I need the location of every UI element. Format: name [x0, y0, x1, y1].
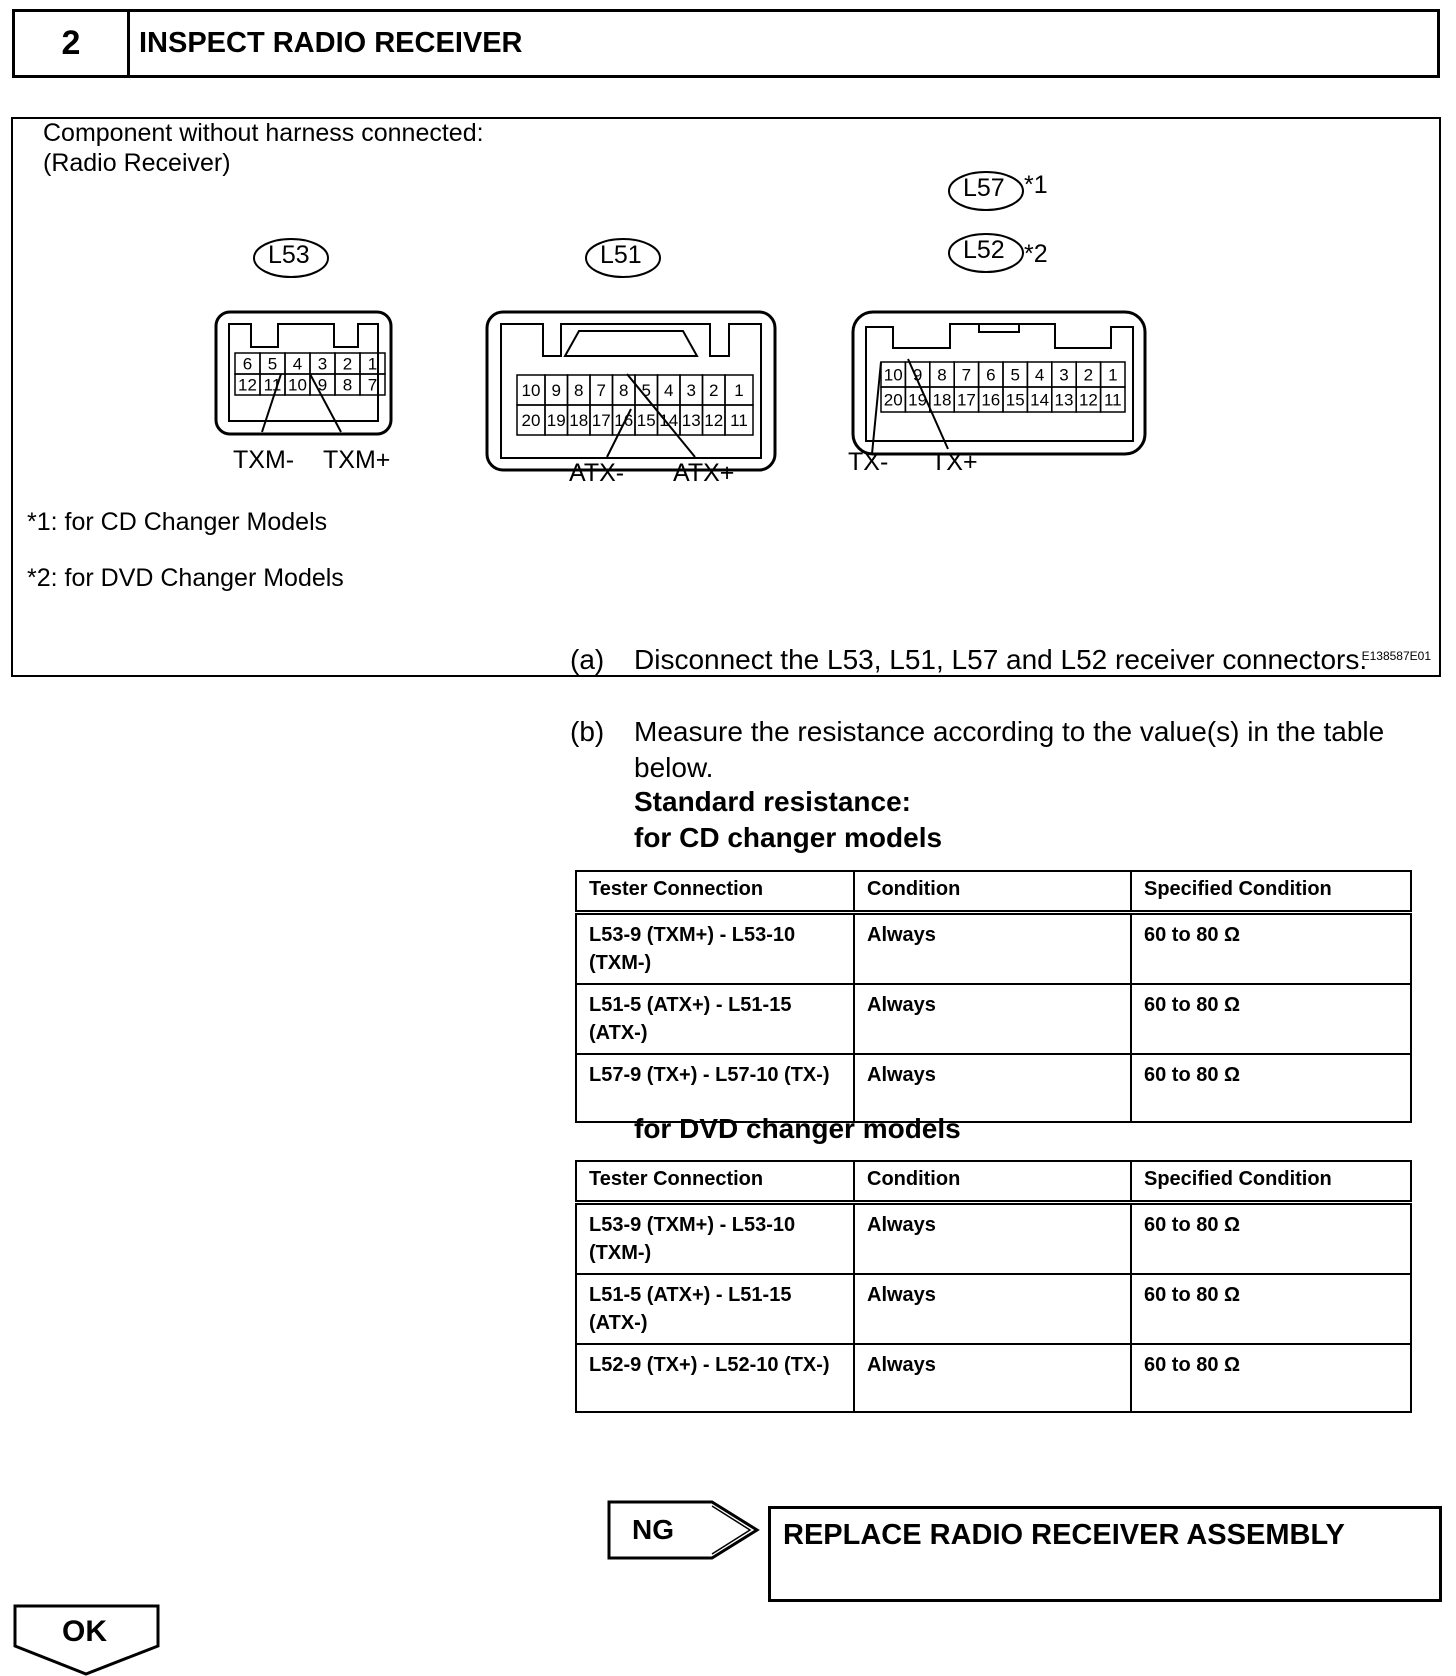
ng-result-box — [768, 1506, 1442, 1602]
signal-tx-neg: TX- — [848, 448, 889, 476]
pin-number: 17 — [591, 411, 611, 430]
header-specified-condition: Specified Condition — [1131, 871, 1411, 913]
pin-number: 8 — [574, 381, 584, 400]
pin-number: 19 — [908, 390, 928, 410]
image-code: E138587E01 — [1361, 649, 1431, 663]
pin-number: 8 — [937, 365, 947, 385]
connector-figure — [11, 117, 1441, 677]
step-title: INSPECT RADIO RECEIVER — [139, 27, 523, 59]
pin-number: 17 — [956, 390, 976, 410]
figure-caption-line2: (Radio Receiver) — [43, 149, 231, 177]
cd-changer-heading: for CD changer models — [634, 822, 943, 853]
signal-atx-pos: ATX+ — [673, 459, 735, 487]
cell-specified: 60 to 80 Ω — [1131, 1344, 1411, 1412]
cell-specified: 60 to 80 Ω — [1131, 1203, 1411, 1275]
pin-number: 18 — [932, 390, 952, 410]
cell-condition: Always — [854, 1203, 1131, 1275]
table-row — [576, 913, 1411, 985]
cell-tester: L53-9 (TXM+) - L53-10 (TXM-) — [576, 1203, 854, 1275]
pin-number: 6 — [242, 354, 253, 374]
header-tester-connection: Tester Connection — [576, 871, 854, 913]
pin-number: 3 — [686, 381, 696, 400]
table-row — [576, 984, 1411, 1054]
pin-number: 10 — [288, 375, 307, 395]
cell-condition: Always — [854, 913, 1131, 985]
table-row — [576, 1344, 1411, 1412]
pin-number: 4 — [292, 354, 303, 374]
label-l51: L51 — [600, 241, 642, 269]
pin-number: 15 — [1005, 390, 1025, 410]
table-row — [576, 1054, 1411, 1122]
note-cd-changer: *1: for CD Changer Models — [27, 508, 328, 536]
pin-number: 1 — [367, 354, 378, 374]
pin-number: 18 — [569, 411, 589, 430]
pin-number: 20 — [521, 411, 541, 430]
table-header-row — [576, 871, 1411, 913]
pin-number: 5 — [641, 381, 651, 400]
pin-number: 2 — [1083, 365, 1094, 385]
cd-changer-table — [575, 870, 1412, 1123]
pin-number: 4 — [1034, 365, 1045, 385]
pin-number: 8 — [342, 375, 353, 395]
pin-number: 13 — [681, 411, 701, 430]
cell-tester: L53-9 (TXM+) - L53-10 (TXM-) — [576, 913, 854, 985]
pin-number: 15 — [636, 411, 656, 430]
pin-number: 6 — [986, 365, 996, 385]
pin-number: 12 — [1078, 390, 1098, 410]
pin-number: 9 — [317, 375, 328, 395]
cell-specified: 60 to 80 Ω — [1131, 1274, 1411, 1344]
instruction-b-label: (b) — [570, 716, 605, 747]
signal-txm-pos: TXM+ — [323, 446, 391, 474]
label-l53: L53 — [268, 241, 310, 269]
instruction-b — [570, 714, 1430, 786]
header-specified-condition: Specified Condition — [1131, 1161, 1411, 1203]
figure-caption-line1: Component without harness connected: — [43, 119, 484, 147]
signal-atx-neg: ATX- — [569, 459, 625, 487]
pin-number: 4 — [664, 381, 674, 400]
header-condition: Condition — [854, 1161, 1131, 1203]
instruction-a-label: (a) — [570, 644, 605, 675]
cell-tester: L51-5 (ATX+) - L51-15 (ATX-) — [576, 984, 854, 1054]
instruction-b-text: Measure the resistance according to the value(s) in the table below. — [634, 716, 1385, 783]
cell-tester: L51-5 (ATX+) - L51-15 (ATX-) — [576, 1274, 854, 1344]
pin-number: 11 — [263, 375, 282, 395]
mark-l57: *1 — [1024, 171, 1048, 199]
pin-number: 14 — [1030, 390, 1050, 410]
dvd-changer-table — [575, 1160, 1412, 1413]
cell-specified: 60 to 80 Ω — [1131, 984, 1411, 1054]
connector-l51-key — [565, 331, 697, 356]
pin-number: 7 — [596, 381, 606, 400]
mark-l52: *2 — [1024, 240, 1048, 268]
pin-number: 13 — [1054, 390, 1074, 410]
signal-tx-pos: TX+ — [931, 448, 978, 476]
cell-tester: L57-9 (TX+) - L57-10 (TX-) — [576, 1054, 854, 1122]
pin-number: 16 — [614, 411, 634, 430]
dvd-changer-heading: for DVD changer models — [634, 1113, 961, 1144]
ng-arrow-shape — [607, 1500, 767, 1560]
ng-label: NG — [632, 1514, 674, 1545]
pin-number: 1 — [1108, 365, 1118, 385]
pin-number: 7 — [961, 365, 972, 385]
pin-number: 1 — [734, 381, 744, 400]
pin-number: 2 — [709, 381, 719, 400]
table-row — [576, 1203, 1411, 1275]
step-number: 2 — [15, 12, 130, 75]
cell-specified: 60 to 80 Ω — [1131, 1054, 1411, 1122]
table-row — [576, 1274, 1411, 1344]
standard-resistance-heading: Standard resistance: — [634, 786, 911, 817]
cell-condition: Always — [854, 1054, 1131, 1122]
instruction-a-text: Disconnect the L53, L51, L57 and L52 receiver connectors. — [634, 644, 1368, 675]
cell-condition: Always — [854, 984, 1131, 1054]
pin-number: 16 — [981, 390, 1001, 410]
pin-number: 8 — [619, 381, 629, 400]
cell-specified: 60 to 80 Ω — [1131, 913, 1411, 985]
signal-txm-neg: TXM- — [233, 446, 295, 474]
cell-condition: Always — [854, 1344, 1131, 1412]
header-tester-connection: Tester Connection — [576, 1161, 854, 1203]
pin-number: 5 — [1010, 365, 1020, 385]
pin-number: 20 — [883, 390, 903, 410]
pin-number: 12 — [704, 411, 724, 430]
pin-number: 2 — [342, 354, 353, 374]
pin-number: 10 — [521, 381, 541, 400]
pin-number: 3 — [1059, 365, 1069, 385]
pin-number: 10 — [883, 365, 903, 385]
pin-number: 5 — [267, 354, 278, 374]
pin-number: 14 — [659, 411, 679, 430]
pin-number: 11 — [1103, 390, 1122, 410]
pin-number: 7 — [367, 375, 378, 395]
cell-condition: Always — [854, 1274, 1131, 1344]
note-dvd-changer: *2: for DVD Changer Models — [27, 564, 344, 592]
instruction-a — [570, 642, 1430, 714]
pin-number: 9 — [551, 381, 561, 400]
cell-tester: L52-9 (TX+) - L52-10 (TX-) — [576, 1344, 854, 1412]
pin-number: 3 — [317, 354, 328, 374]
table-header-row — [576, 1161, 1411, 1203]
ng-result-text: REPLACE RADIO RECEIVER ASSEMBLY — [783, 1519, 1345, 1551]
ok-label: OK — [62, 1615, 107, 1648]
pin-number: 9 — [912, 365, 923, 385]
pin-number: 19 — [546, 411, 566, 430]
label-l52: L52 — [963, 236, 1005, 264]
connector-l57-key — [979, 324, 1019, 332]
pin-number: 12 — [238, 375, 257, 395]
label-l57: L57 — [963, 174, 1005, 202]
step-header — [12, 9, 1440, 78]
header-condition: Condition — [854, 871, 1131, 913]
pin-number: 11 — [730, 411, 748, 430]
